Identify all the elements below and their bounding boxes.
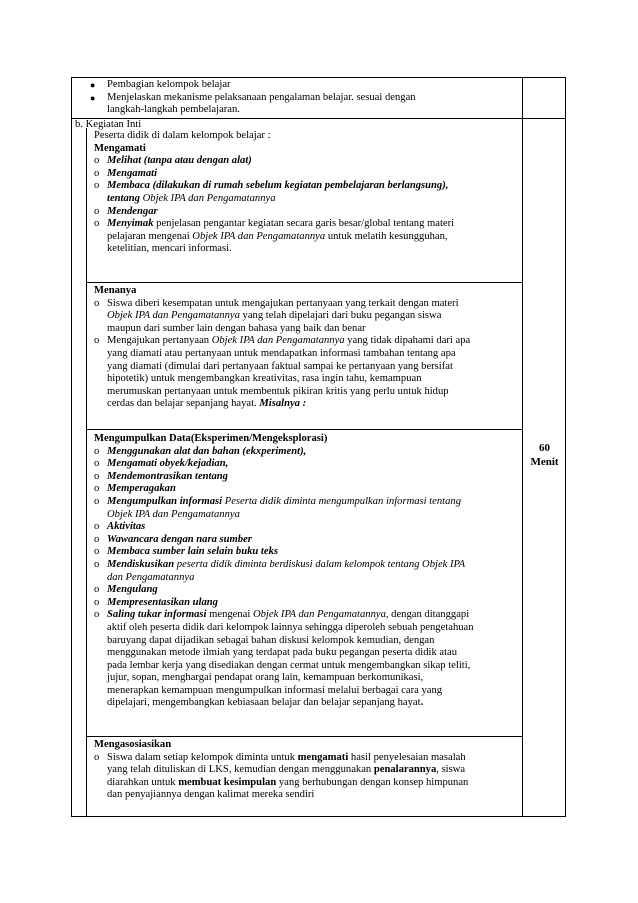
- list-item-text: menerapkan kemampuan mengumpulkan informasi melalui berbagai cara yang: [107, 684, 443, 696]
- circle-bullet-icon: o: [94, 205, 100, 217]
- list-item: [94, 647, 522, 660]
- list-item: [94, 597, 522, 610]
- list-item: [94, 635, 522, 648]
- list-item-text: Mengamati: [107, 167, 158, 179]
- list-item-text: membuat kesimpulan: [178, 776, 277, 788]
- list-item-text: pada lembar kerja yang disediakan dengan cermat untuk mengembangkan sikap teliti,: [107, 659, 471, 671]
- list-item-text: yang diamati (dimulai dari pertanyaan faktual sampai ke pertanyaan yang bersifat: [107, 360, 453, 372]
- bullet-item: ● Menjelaskan mekanisme pelaksanaan pengalaman belajar. sesuai dengan: [90, 91, 416, 103]
- circle-bullet-icon: o: [94, 335, 100, 347]
- circle-bullet-icon: o: [94, 596, 100, 608]
- list-item-text: Mengamati obyek/kejadian,: [107, 458, 229, 470]
- list-item-text: Mempresentasikan ulang: [107, 596, 218, 608]
- list-item: [94, 609, 522, 622]
- table-border-left: [71, 77, 72, 817]
- list-item-text: Memperagakan: [107, 483, 176, 495]
- mengumpulkan-section: [94, 433, 522, 736]
- list-item-text: Melihat (tanpa atau dengan alat): [107, 155, 252, 167]
- list-item-text: Saling tukar informasi: [107, 609, 207, 621]
- list-item-text: menggunakan metode ilmiah yang terdapat pada buku pegangan peserta didik atau: [107, 647, 458, 659]
- mengumpulkan-list: [94, 446, 522, 710]
- circle-bullet-icon: o: [94, 609, 100, 621]
- mengasosiasikan-section: [94, 739, 522, 816]
- list-item-text: , siswa: [436, 764, 466, 776]
- list-item: [94, 193, 522, 206]
- list-item: [94, 559, 522, 572]
- opening-bullets: [71, 79, 522, 118]
- list-item-text: .: [420, 697, 424, 709]
- list-item: [94, 243, 522, 256]
- list-item: [94, 398, 522, 411]
- list-item-text: Mendemontrasikan tentang: [107, 470, 228, 482]
- section-b-label: b. Kegiatan Inti: [75, 119, 142, 130]
- circle-bullet-icon: o: [94, 155, 100, 167]
- list-item-text: yang tidak dipahami dari apa: [344, 335, 471, 347]
- list-item-text: Menyimak: [107, 218, 154, 230]
- list-item: [94, 697, 522, 710]
- list-item-text: untuk melatih kesungguhan,: [325, 230, 448, 242]
- list-item-text: jujur, sopan, menghargai pendapat orang lain, kemampuan berkomunikasi,: [107, 672, 424, 684]
- list-item: [94, 348, 522, 361]
- mengamati-heading: Mengamati: [94, 142, 146, 154]
- bullet-icon: ●: [90, 92, 96, 103]
- list-item-text: dan Pengamatannya: [107, 571, 195, 583]
- list-item: [94, 310, 522, 323]
- list-item: [94, 789, 522, 802]
- list-item-text: Menggunakan alat dan bahan (ekxperiment),: [107, 445, 307, 457]
- list-item: [94, 446, 522, 459]
- circle-bullet-icon: o: [94, 533, 100, 545]
- list-item: [94, 458, 522, 471]
- list-item-text: Objek IPA dan Pengamatannya: [192, 230, 326, 242]
- list-item: [94, 764, 522, 777]
- list-item-text: yang telah dipelajari dari buku pegangan siswa: [239, 310, 442, 322]
- menanya-heading: Menanya: [94, 285, 137, 296]
- list-item: [94, 386, 522, 399]
- circle-bullet-icon: o: [94, 521, 100, 533]
- intro-text: Peserta didik di dalam kelompok belajar :: [94, 130, 271, 141]
- list-item: [94, 777, 522, 790]
- list-item-text: maupun dari sumber lain dengan bahasa yang baik dan benar: [107, 322, 366, 334]
- menanya-list: [94, 298, 522, 411]
- list-item-text: Mengulang: [107, 584, 158, 596]
- list-item-text: hipotetik) untuk mengembangkan kreativitas, rasa ingin tahu, kemampuan: [107, 373, 422, 385]
- list-item-text: dipelajari, mengembangkan kebiasaan belajar dan belajar sepanjang hayat: [107, 697, 421, 709]
- circle-bullet-icon: o: [94, 495, 100, 507]
- circle-bullet-icon: o: [94, 445, 100, 457]
- menanya-section: [94, 285, 522, 430]
- table-border-bottom: [71, 816, 566, 817]
- list-item: [94, 180, 522, 193]
- list-item-text: hasil penyelesaian masalah: [348, 751, 466, 763]
- list-item-text: Membaca (dilakukan di rumah sebelum kegiatan pembelajaran berlangsung),: [107, 180, 449, 192]
- list-item: [94, 335, 522, 348]
- list-item: [94, 672, 522, 685]
- circle-bullet-icon: o: [94, 470, 100, 482]
- list-item: [94, 622, 522, 635]
- list-item-text: Membaca sumber lain selain buku teks: [107, 546, 278, 558]
- mengasosiasikan-list: [94, 752, 522, 802]
- list-item-text: Mengajukan pertanyaan: [107, 335, 212, 347]
- list-item-text: cerdas dan belajar sepanjang hayat.: [107, 398, 260, 410]
- list-item-text: Mendiskusikan: [107, 558, 175, 570]
- list-item-text: Siswa dalam setiap kelompok diminta untuk: [107, 751, 298, 763]
- mengumpulkan-heading: Mengumpulkan Data(Eksperimen/Mengeksplorasi): [94, 433, 328, 444]
- list-item-text: ketelitian, mencari informasi.: [107, 243, 232, 255]
- activities-cell: [94, 130, 522, 816]
- inner-frame-left: [86, 128, 87, 817]
- list-item-text: Objek IPA dan Pengamatannya: [107, 310, 240, 322]
- bullet-item-continuation: langkah-langkah pembelajaran.: [107, 104, 240, 116]
- list-item: [94, 685, 522, 698]
- list-item-text: penalarannya: [373, 764, 437, 776]
- list-item-text: Aktivitas: [107, 521, 146, 533]
- list-item: [94, 509, 522, 522]
- list-item-text: Misalnya :: [259, 398, 307, 410]
- list-item-text: Objek IPA dan Pengamatannya: [211, 335, 345, 347]
- circle-bullet-icon: o: [94, 180, 100, 192]
- list-item: [94, 483, 522, 496]
- list-item-text: peserta didik diminta berdiskusi dalam kelompok tentang Objek IPA: [174, 558, 466, 570]
- list-item-text: diarahkan untuk: [107, 776, 179, 788]
- circle-bullet-icon: o: [94, 558, 100, 570]
- list-item-text: merumuskan pertanyaan untuk membentuk pikiran kritis yang perlu untuk hidup: [107, 385, 449, 397]
- lesson-plan-table: [71, 77, 566, 817]
- list-item: [94, 572, 522, 585]
- list-item-text: pelajaran mengenai: [107, 230, 193, 242]
- list-item: [94, 496, 522, 509]
- list-item: [94, 298, 522, 311]
- list-item-text: yang diamati atau pertanyaan untuk mendapatkan informasi tambahan tentang apa: [107, 347, 456, 359]
- circle-bullet-icon: o: [94, 218, 100, 230]
- list-item-text: mengamati: [297, 751, 349, 763]
- list-item-text: Objek IPA dan Pengamatannya: [107, 508, 240, 520]
- list-item: [94, 168, 522, 181]
- list-item-text: penjelasan pengantar kegiatan secara garis besar/global tentang materi: [153, 218, 455, 230]
- list-item-text: Wawancara dengan nara sumber: [107, 533, 252, 545]
- list-item: [94, 218, 522, 231]
- mengasosiasikan-heading: Mengasosiasikan: [94, 739, 172, 750]
- list-item-text: tentang: [107, 192, 143, 204]
- list-item: [94, 155, 522, 168]
- list-item-text: yang berhubungan dengan konsep himpunan: [276, 776, 469, 788]
- time-value: 60: [539, 442, 550, 454]
- circle-bullet-icon: o: [94, 458, 100, 470]
- list-item: [94, 584, 522, 597]
- list-item-text: baruyang dapat dijadikan sebagai bahan diskusi kelompok kemudian, dengan: [107, 634, 435, 646]
- list-item-text: Siswa diberi kesempatan untuk mengajukan pertanyaan yang terkait dengan materi: [107, 297, 459, 309]
- mengamati-list: [94, 155, 522, 256]
- circle-bullet-icon: o: [94, 751, 100, 763]
- list-item: [94, 361, 522, 374]
- time-unit: Menit: [530, 456, 559, 468]
- bullet-item: ● Pembagian kelompok belajar: [90, 79, 231, 90]
- list-item: [94, 373, 522, 386]
- circle-bullet-icon: o: [94, 546, 100, 558]
- circle-bullet-icon: o: [94, 483, 100, 495]
- list-item-text: Objek IPA dan Pengamatannya,: [252, 609, 389, 621]
- list-item-text: Objek IPA dan Pengamatannya: [142, 192, 276, 204]
- table-border-top: [71, 77, 566, 78]
- circle-bullet-icon: o: [94, 584, 100, 596]
- list-item-text: mengenai: [206, 609, 253, 621]
- list-item: [94, 471, 522, 484]
- list-item: [94, 231, 522, 244]
- list-item-text: dengan ditanggapi: [388, 609, 470, 621]
- list-item: [94, 206, 522, 219]
- list-item-text: Mengumpulkan informasi: [107, 495, 223, 507]
- list-item-text: Peserta didik diminta mengumpulkan informasi tentang: [222, 495, 462, 507]
- list-item: [94, 323, 522, 336]
- circle-bullet-icon: o: [94, 167, 100, 179]
- circle-bullet-icon: o: [94, 297, 100, 309]
- list-item: [94, 521, 522, 534]
- time-allocation: [523, 441, 566, 469]
- mengamati-section: [94, 130, 522, 281]
- list-item: [94, 752, 522, 765]
- list-item: [94, 546, 522, 559]
- list-item: [94, 534, 522, 547]
- list-item-text: yang telah dituliskan di LKS, kemudian dengan menggunakan: [107, 764, 374, 776]
- list-item-text: dan penyajiannya dengan kalimat mereka sendiri: [107, 789, 315, 801]
- list-item-text: Mendengar: [107, 205, 158, 217]
- list-item-text: aktif oleh peserta didik dari kelompok lainnya sehingga diperoleh sebuah pengetahuan: [107, 621, 474, 633]
- list-item: [94, 660, 522, 673]
- bullet-icon: ●: [90, 80, 96, 90]
